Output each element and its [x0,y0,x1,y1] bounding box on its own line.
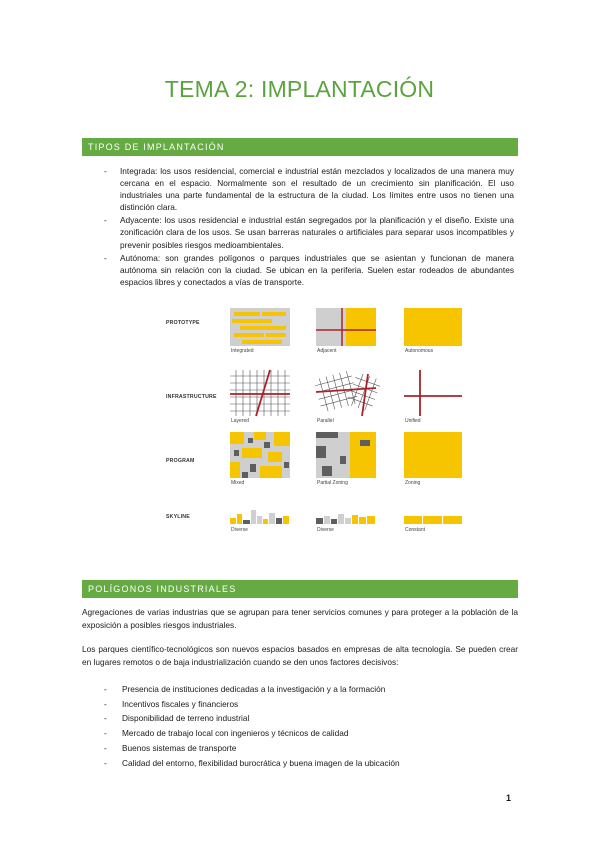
program-partial-zoning [316,432,376,478]
infra-unified [404,370,462,416]
infra-parallel [314,370,382,416]
caption-integrated: Integrated [231,348,254,354]
program-mixed [230,432,290,478]
list-item-text: Mercado de trabajo local con ingenieros y técnicos de calidad [122,728,349,739]
page-number: 1 [506,793,512,803]
row-label-program: PROGRAM [166,458,195,464]
caption-mixed: Mixed [231,480,245,486]
list-dash: - [104,215,107,226]
paragraph-parques: Los parques científico-tecnológicos son nuevos espacios basados en empresas de alta tecnología. Se pueden crear en lugares remotos o de baja industrialización cuando se den unos factores decisivos: [82,644,518,667]
prototype-adjacent [316,308,376,346]
list-item [104,252,514,288]
list-item-text: Buenos sistemas de transporte [122,742,237,753]
row-label-prototype: PROTOTYPE [166,320,200,326]
list-item-text: Incentivos fiscales y financieros [122,698,239,709]
skyline-diverse-1 [230,510,289,524]
list-item [104,756,514,771]
factores-list [104,682,514,770]
list-item-text: Calidad del entorno, flexibilidad burocrática y buena imagen de la ubicación [122,757,400,768]
section-heading-poligonos: POLÍGONOS INDUSTRIALES [82,580,518,598]
figure-diagrams [160,300,480,550]
caption-zoning: Zoning [405,480,421,486]
row-label-skyline: SKYLINE [166,514,190,520]
caption-constant: Constant [405,527,426,533]
list-item-text: Adyacente: los usos residencial e industrial están segregados por la planificación y el diseño. Existe una zonificación clara de los usos. Se usan barreras naturales o artificiales para separar usos incompatibles y prevenir posibles riesgos medioambientales. [120,215,514,250]
page-title: TEMA 2: IMPLANTACIÓN [164,76,435,102]
list-item [104,711,514,726]
list-dash: - [104,728,107,739]
list-item-text: Disponibilidad de terreno industrial [122,713,250,724]
list-item [104,726,514,741]
skyline-constant [404,516,462,524]
list-item [104,741,514,756]
implantation-figure [160,300,480,550]
list-item-text: Integrada: los usos residencial, comercial e industrial están mezclados y localizados de una manera muy cercana en el espacio. Normalmente son el resultado de un crecimiento sin planificación. El uso industriales una parte fundamental de la estructura de la ciudad. Los límites entre usos no tienen una distinción clara. [120,166,514,213]
list-dash: - [104,713,107,724]
list-item [104,682,514,697]
list-item-text: Autónoma: son grandes polígonos o parques industriales que se asientan y funcionan de manera autónoma sin relación con la ciudad. Se ubican en la periferia. Suelen estar rodeados de abundantes espacios libres y conectados a vías de transporte. [120,252,514,287]
skyline-diverse-2 [316,514,375,524]
list-dash: - [104,684,107,694]
prototype-integrated [230,308,290,346]
list-dash: - [104,742,107,753]
list-dash: - [104,166,107,176]
list-dash: - [104,698,107,709]
tipos-list [104,165,514,289]
caption-layered: Layered [231,418,250,424]
list-item-text: Presencia de instituciones dedicadas a la investigación y a la formación [122,684,386,694]
caption-parallel: Parallel [317,418,334,424]
caption-diverse-1: Diverse [231,527,248,533]
caption-autonomous: Autonomous [405,348,434,354]
list-item [104,165,514,213]
list-item [104,214,514,250]
prototype-autonomous [404,308,462,346]
list-dash: - [104,252,107,263]
infra-layered [230,370,290,416]
caption-unified: Unified [405,418,421,424]
program-zoning [404,432,462,478]
caption-partial-zoning: Partial Zoning [317,480,348,486]
caption-adjacent: Adjacent [317,348,337,354]
list-item [104,697,514,712]
paragraph-agregaciones: Agregaciones de varias industrias que se agrupan para tener servicios comunes y para proteger a la población de la exposición a posibles riesgos industriales. [82,607,518,630]
caption-diverse-2: Diverse [317,527,334,533]
list-dash: - [104,757,107,768]
row-label-infrastructure: INFRASTRUCTURE [166,394,217,400]
section-heading-tipos: TIPOS DE IMPLANTACIÓN [82,138,518,156]
